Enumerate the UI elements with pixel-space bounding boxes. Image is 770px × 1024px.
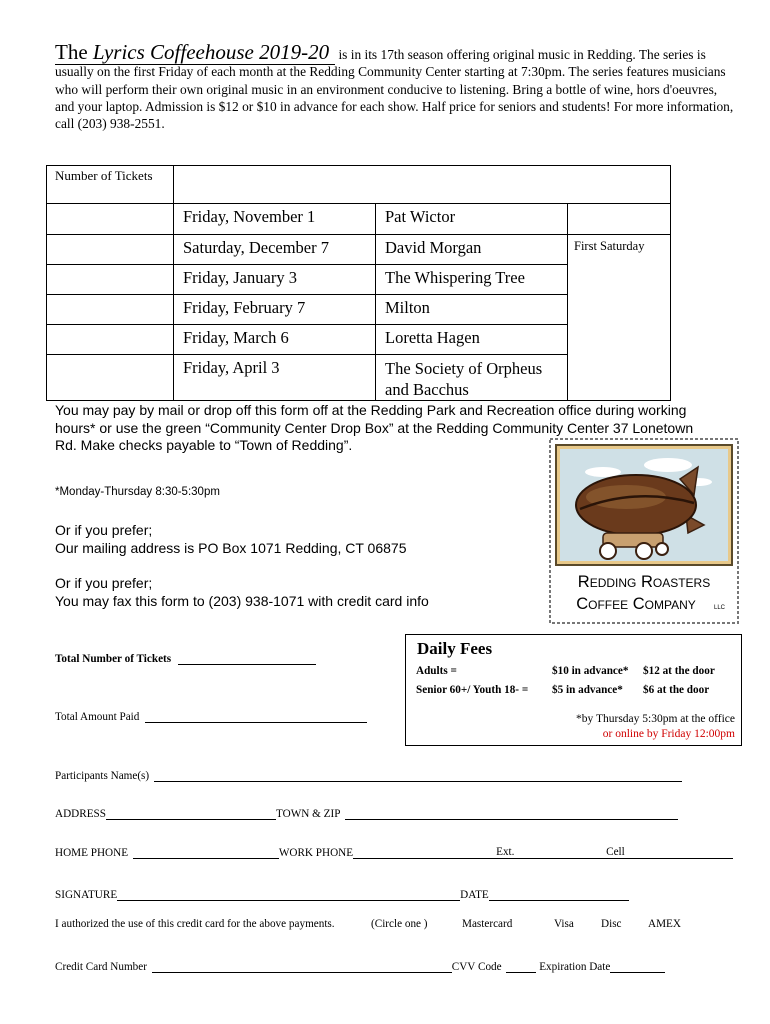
total-tickets-field[interactable] bbox=[178, 653, 316, 665]
signature-row bbox=[55, 889, 629, 901]
logo-llc: LLC bbox=[714, 605, 726, 611]
town-zip-field[interactable] bbox=[345, 808, 678, 820]
cvv-field[interactable] bbox=[506, 961, 536, 973]
fees-title: Daily Fees bbox=[417, 639, 493, 658]
date-field[interactable] bbox=[489, 889, 629, 901]
daily-fees-box bbox=[405, 634, 742, 746]
or-prefer-text: Or if you prefer; bbox=[55, 522, 153, 538]
fees-note-office: *by Thursday 5:30pm at the office bbox=[576, 713, 735, 725]
ticket-count-cell[interactable] bbox=[47, 204, 174, 235]
or-prefer-text: Or if you prefer; bbox=[55, 575, 153, 591]
table-row bbox=[47, 204, 671, 235]
signature-label: SIGNATURE bbox=[55, 889, 118, 901]
home-phone-label: HOME PHONE bbox=[55, 847, 129, 859]
event-date: Friday, February 7 bbox=[174, 295, 376, 325]
total-amount-row bbox=[55, 711, 367, 723]
ext-label: Ext. bbox=[496, 846, 515, 858]
event-date: Friday, January 3 bbox=[174, 265, 376, 295]
event-date: Friday, March 6 bbox=[174, 325, 376, 355]
credit-card-row bbox=[55, 961, 665, 973]
address-row bbox=[55, 808, 678, 820]
redding-roasters-logo bbox=[548, 437, 740, 625]
ticket-count-cell[interactable] bbox=[47, 295, 174, 325]
event-performer: The Whispering Tree bbox=[376, 265, 568, 295]
participants-label: Participants Name(s) bbox=[55, 770, 150, 782]
amex-option[interactable]: AMEX bbox=[648, 918, 681, 930]
date-label: DATE bbox=[460, 889, 489, 901]
ticket-count-cell[interactable] bbox=[47, 265, 174, 295]
event-note: First Saturday bbox=[568, 235, 671, 401]
mastercard-option[interactable]: Mastercard bbox=[462, 918, 513, 930]
table-header-row bbox=[47, 166, 671, 204]
ticket-count-cell[interactable] bbox=[47, 235, 174, 265]
total-tickets-row bbox=[55, 653, 316, 665]
phone-row bbox=[55, 847, 733, 859]
total-amount-field[interactable] bbox=[145, 711, 367, 723]
event-performer: David Morgan bbox=[376, 235, 568, 265]
office-hours-note: *Monday-Thursday 8:30-5:30pm bbox=[55, 486, 220, 498]
table-row bbox=[47, 235, 671, 265]
page-title: The Lyrics Coffeehouse 2019-20 bbox=[55, 40, 335, 65]
adults-advance-price: $10 in advance* bbox=[552, 665, 629, 677]
intro-text: is in its 17th season offering original music in Redding. The series is usually on the first Friday of each month at the Redding Community Center starting at 7:30pm. The series features musicians who will perform their own original music in an environment conducive to listening. Bring a bottle of wine, hors d'oeuvres, and your laptop. Admission is $12 or $10 in advance for each show. Half price for seniors and students! For more information, call (203) 938-2551. bbox=[55, 47, 734, 132]
address-label: ADDRESS bbox=[55, 808, 106, 820]
total-amount-label: Total Amount Paid bbox=[55, 711, 140, 723]
total-tickets-label: Total Number of Tickets bbox=[55, 653, 172, 665]
logo-line2: Coffee Company bbox=[576, 595, 696, 613]
fax-section bbox=[55, 575, 615, 610]
logo-line1: Redding Roasters bbox=[577, 573, 711, 591]
events-table bbox=[46, 165, 671, 401]
participants-row bbox=[55, 770, 682, 782]
expiration-label: Expiration Date bbox=[539, 961, 611, 973]
authorized-text: I authorized the use of this credit card for the above payments. bbox=[55, 918, 335, 930]
address-field[interactable] bbox=[106, 808, 276, 820]
home-phone-field[interactable] bbox=[133, 847, 279, 859]
card-number-field[interactable] bbox=[152, 961, 452, 973]
senior-door-price: $6 at the door bbox=[643, 684, 710, 696]
payment-instructions: You may pay by mail or drop off this form off at the Redding Park and Recreation office during working hours* or use the green “Community Center Drop Box” at the Redding Community Center 37 Lonetown Rd. Make checks payable to “Town of Redding”. bbox=[55, 402, 694, 453]
card-number-label: Credit Card Number bbox=[55, 961, 147, 973]
disc-option[interactable]: Disc bbox=[601, 918, 622, 930]
adults-label: Adults = bbox=[416, 665, 457, 677]
event-date: Friday, April 3 bbox=[174, 355, 376, 401]
participants-field[interactable] bbox=[154, 770, 682, 782]
event-note bbox=[568, 204, 671, 235]
ticket-count-cell[interactable] bbox=[47, 325, 174, 355]
expiration-field[interactable] bbox=[610, 961, 665, 973]
event-performer: Pat Wictor bbox=[376, 204, 568, 235]
tickets-header: Number of Tickets bbox=[47, 166, 174, 204]
visa-option[interactable]: Visa bbox=[554, 918, 574, 930]
intro-paragraph bbox=[55, 40, 735, 132]
event-performer: Loretta Hagen bbox=[376, 325, 568, 355]
event-date: Friday, November 1 bbox=[174, 204, 376, 235]
mailing-section bbox=[55, 522, 615, 557]
cell-field[interactable] bbox=[576, 847, 733, 859]
cvv-label: CVV Code bbox=[451, 961, 502, 973]
work-phone-label: WORK PHONE bbox=[278, 847, 354, 859]
card-type-row bbox=[55, 918, 695, 934]
event-performer: Milton bbox=[376, 295, 568, 325]
senior-label: Senior 60+/ Youth 18- = bbox=[416, 684, 529, 696]
fees-note-online: or online by Friday 12:00pm bbox=[602, 728, 735, 740]
mailing-address: Our mailing address is PO Box 1071 Redding, CT 06875 bbox=[55, 539, 407, 556]
work-phone-field[interactable] bbox=[353, 847, 576, 859]
circle-one-text: (Circle one ) bbox=[371, 918, 428, 930]
senior-advance-price: $5 in advance* bbox=[552, 684, 623, 696]
ticket-count-cell[interactable] bbox=[47, 355, 174, 401]
fax-info: You may fax this form to (203) 938-1071 with credit card info bbox=[55, 592, 429, 609]
adults-door-price: $12 at the door bbox=[643, 665, 715, 677]
signature-field[interactable] bbox=[117, 889, 460, 901]
event-performer: The Society of Orpheus and Bacchus bbox=[376, 355, 568, 401]
town-zip-label: TOWN & ZIP bbox=[275, 808, 340, 820]
event-date: Saturday, December 7 bbox=[174, 235, 376, 265]
cell-label: Cell bbox=[606, 846, 625, 858]
